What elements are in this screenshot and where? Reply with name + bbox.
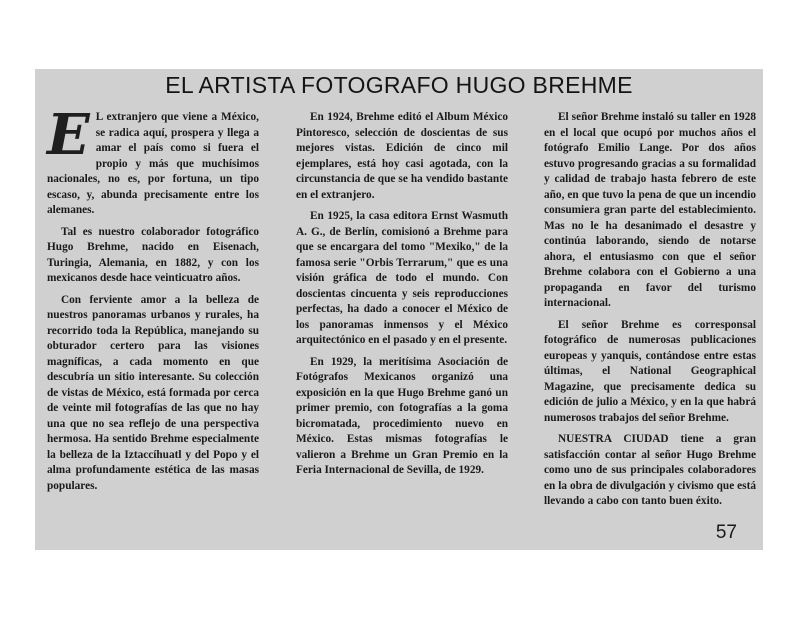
- paragraph-text: L extranjero que viene a México, se radica aquí, prospera y llega a amar el país como si fuera el propio y más que muchísimos nacionales, no es, por fortuna, un tipo escaso, y, abunda precisamente entre los alemanes.: [47, 111, 259, 216]
- paragraph: El señor Brehme instaló su taller en 1928 en el local que ocupó por muchos años el fotógrafo Emilio Lange. Por dos años estuvo progresando gracias a su formalidad y calidad de trabajo hasta febrero de este año, en que tuvo la pena de que un incendio consumiera gran parte del establecimiento. Mas no le ha desanimado el desastre y continúa laborando, siendo de notarse ahora, el entusiasmo con que el señor Brehme colabora con el Gobierno a una propaganda en favor del turismo internacional.: [544, 111, 756, 309]
- paragraph: En 1924, Brehme editó el Album México Pintoresco, selección de doscientas de sus mejores vistas. Edición de cinco mil ejemplares, está hoy casi agotada, con la circunstancia de que se ha vendido bastante en el extranjero.: [296, 111, 508, 201]
- paragraph: En 1929, la meritísima Asociación de Fotógrafos Mexicanos organizó una exposición en la que Hugo Brehme ganó un primer premio, con fotografías a la goma bicromatada, procedimiento nuevo en México. Estas mismas fotografías le valieron a Brehme un Gran Premio en la Feria Internacional de Sevilla, de 1929.: [296, 355, 508, 476]
- text-column-3: [544, 110, 756, 516]
- paragraph: NUESTRA CIUDAD tiene a gran satisfacción contar al señor Hugo Brehme como uno de sus principales colaboradores en la obra de divulgación y civismo que está llevando a cabo con tanto buen éxito.: [544, 433, 756, 507]
- drop-cap: E: [47, 102, 90, 168]
- paragraph: [47, 102, 259, 219]
- text-column-2: [296, 110, 508, 485]
- magazine-page: [35, 69, 763, 550]
- article-title: EL ARTISTA FOTOGRAFO HUGO BREHME: [165, 72, 633, 98]
- paragraph: El señor Brehme es corresponsal fotográfico de numerosas publicaciones europeas y yanquis, contándose entre estas últimas, el National Geographical Magazine, que precisamente dedica su edición de julio a México, y en la que habrá numerosos trabajos del señor Brehme.: [544, 318, 756, 424]
- paragraph: Con ferviente amor a la belleza de nuestros panoramas urbanos y rurales, ha recorrido toda la República, manejando su obturador certero para las visiones magníficas, a cada momento en que descubría un sitio interesante. Su colección de vistas de México, está formada por cerca de veinte mil fotografías de las que no hay una que no sea reflejo de una perspectiva hermosa. Ha sentido Brehme especialmente la belleza de la Iztaccíhuatl y del Popo y el alma profundamente estética de las masas populares.: [47, 293, 259, 492]
- text-column-1: [47, 102, 259, 500]
- paragraph: En 1925, la casa editora Ernst Wasmuth A. G., de Berlín, comisionó a Brehme para que se encargara del tomo "Mexiko," de la famosa serie "Orbis Terrarum," que es una visión gráfica de todo el mundo. Con doscientas cincuenta y seis reproducciones perfectas, ha dado a conocer el México de los panoramas inmensos y el México arquitectónico en el pasado y en el presente.: [296, 210, 508, 346]
- page-number: 57: [715, 522, 737, 543]
- paragraph: Tal es nuestro colaborador fotográfico Hugo Brehme, nacido en Eisenach, Turingia, Alemania, en 1882, y con los mexicanos desde hace veinticuatro años.: [47, 225, 259, 284]
